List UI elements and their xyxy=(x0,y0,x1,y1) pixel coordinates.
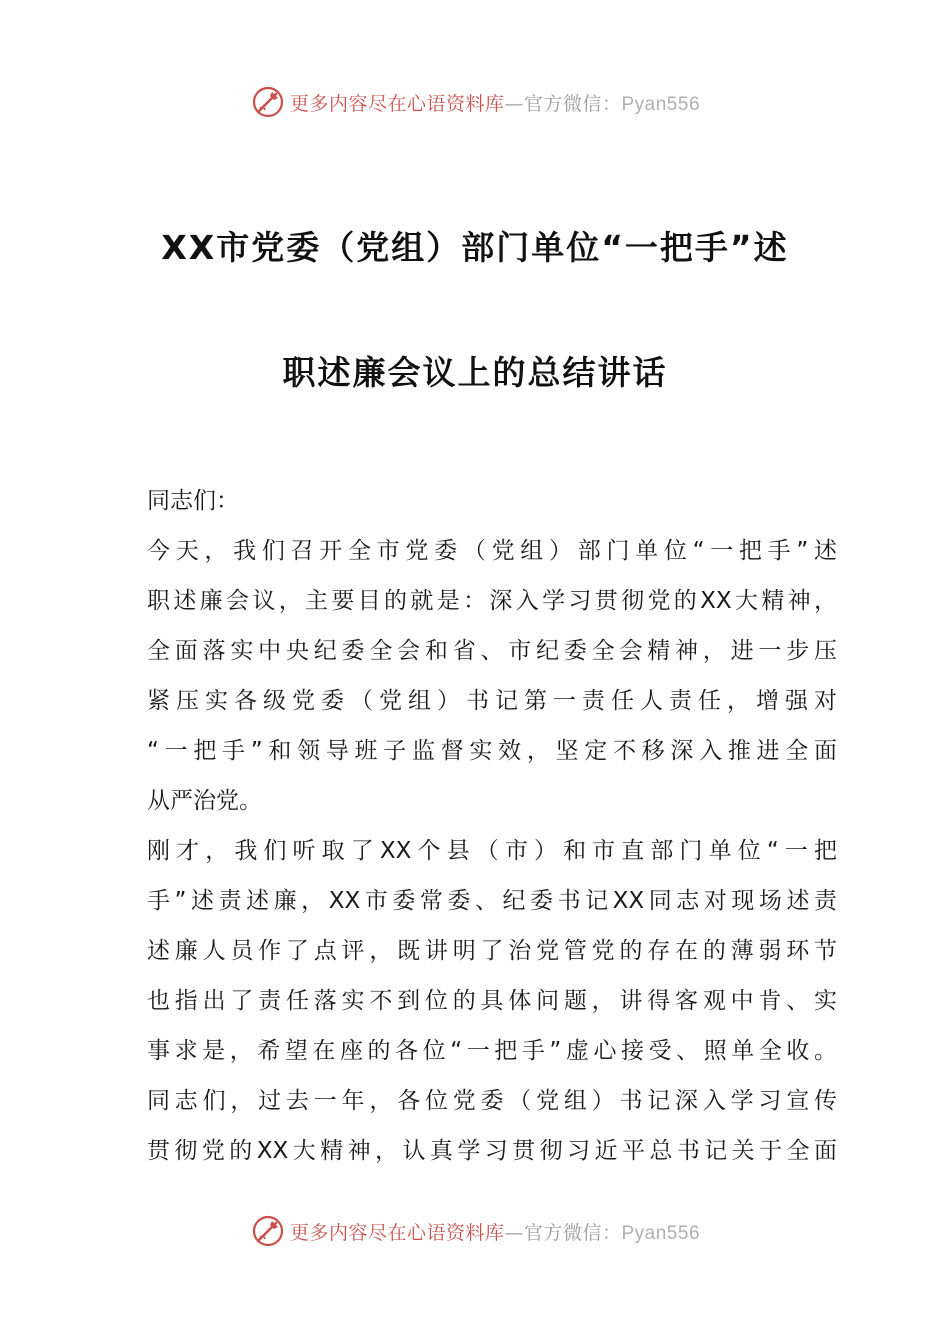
footer-watermark xyxy=(0,1211,950,1251)
body-line: 同志们： xyxy=(147,488,239,514)
header-watermark xyxy=(0,82,950,122)
body-line: 职述廉会议，主要目的就是：深入学习贯彻党的XX大精神， xyxy=(147,588,837,614)
body-line: 同志们，过去一年，各位党委（党组）书记深入学习宣传 xyxy=(147,1088,837,1114)
watermark-wechat-label: 官方微信： xyxy=(523,1221,622,1244)
body-line: “一把手”和领导班子监督实效，坚定不移深入推进全面 xyxy=(147,738,837,764)
watermark-wechat-label: 官方微信： xyxy=(523,92,622,115)
watermark-site: 更多内容尽在心语资料库 xyxy=(289,1221,505,1244)
watermark-dash: — xyxy=(504,92,524,115)
body-line: 述廉人员作了点评，既讲明了治党管党的存在的薄弱环节 xyxy=(147,938,837,964)
body-line: 从严治党。 xyxy=(147,788,262,814)
body-line: 全面落实中央纪委全会和省、市纪委全会精神，进一步压 xyxy=(147,638,837,664)
body-line: 贯彻党的XX大精神，认真学习贯彻习近平总书记关于全面 xyxy=(147,1138,837,1164)
body-line: 刚才，我们听取了XX个县（市）和市直部门单位“一把 xyxy=(147,838,837,864)
body-line: 紧压实各级党委（党组）书记第一责任人责任，增强对 xyxy=(147,688,837,714)
watermark-text xyxy=(290,89,700,116)
document-title-line-2: 职述廉会议上的总结讲话 xyxy=(282,353,668,392)
pen-logo-icon xyxy=(250,1213,286,1249)
watermark-dash: — xyxy=(504,1221,524,1244)
pen-logo-icon xyxy=(250,84,286,120)
body-line: 手”述责述廉，XX市委常委、纪委书记XX同志对现场述责 xyxy=(147,888,837,914)
body-line: 也指出了责任落实不到位的具体问题，讲得客观中肯、实 xyxy=(147,988,837,1014)
watermark-wechat-id: Pyan556 xyxy=(621,1222,701,1244)
watermark-wechat-id: Pyan556 xyxy=(621,93,701,115)
document-body xyxy=(147,476,837,1176)
body-line: 今天，我们召开全市党委（党组）部门单位“一把手”述 xyxy=(147,538,837,564)
watermark-site: 更多内容尽在心语资料库 xyxy=(289,92,505,115)
watermark-text xyxy=(290,1218,700,1245)
document-title-line-1: XX市党委（党组）部门单位“一把手”述 xyxy=(161,228,789,267)
body-line: 事求是，希望在座的各位“一把手”虚心接受、照单全收。 xyxy=(147,1038,837,1064)
